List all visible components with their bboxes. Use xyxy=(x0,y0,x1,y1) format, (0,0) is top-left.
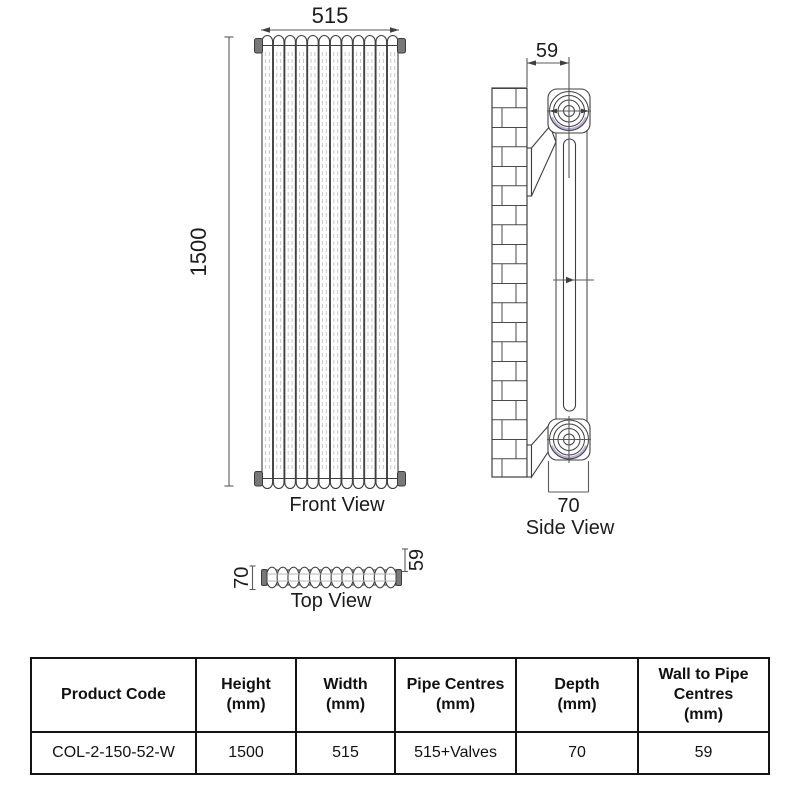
cell-depth: 70 xyxy=(516,732,638,774)
table-row xyxy=(31,732,769,774)
front-height-dim-label: 1500 xyxy=(186,227,211,277)
side-view-label: Side View xyxy=(525,517,615,539)
side-view xyxy=(492,40,615,539)
side-depth-dimension xyxy=(549,461,589,517)
col-header-pipe-centres xyxy=(395,658,516,732)
side-depth-dim-label: 70 xyxy=(557,495,580,517)
header-label: Product Code xyxy=(61,686,166,703)
front-view xyxy=(186,3,406,516)
header-label: Depth xyxy=(554,676,600,693)
cell-wall-to-pipe-centres: 59 xyxy=(638,732,769,774)
top-wall-to-pipe-dimension xyxy=(402,549,428,572)
table-header-row xyxy=(31,658,769,732)
header-unit: (mm) xyxy=(226,696,266,713)
header-unit: (mm) xyxy=(683,706,724,723)
front-height-dimension xyxy=(186,37,234,486)
header-unit: (mm) xyxy=(557,696,597,713)
cell-product-code: COL-2-150-52-W xyxy=(31,732,196,774)
header-label: Wall to Pipe Centres xyxy=(658,666,749,703)
cell-pipe-centres: 515+Valves xyxy=(395,732,516,774)
col-header-wall-to-pipe-centres xyxy=(638,658,769,732)
col-header-width xyxy=(296,658,395,732)
col-header-product-code xyxy=(31,658,196,732)
wall-bracket-top xyxy=(527,126,556,196)
header-unit: (mm) xyxy=(325,696,366,713)
side-wall-to-pipe-dimension xyxy=(527,40,569,87)
header-label: Width xyxy=(323,676,368,693)
header-label: Pipe Centres xyxy=(406,676,505,693)
cell-height: 1500 xyxy=(196,732,296,774)
radiator-side-profile xyxy=(547,57,594,463)
wall-section xyxy=(492,88,527,477)
front-width-dimension xyxy=(261,3,399,33)
col-header-depth xyxy=(516,658,638,732)
col-header-height xyxy=(196,658,296,732)
top-wall-to-pipe-dim-label: 59 xyxy=(406,548,428,572)
front-view-label: Front View xyxy=(289,494,385,516)
top-view xyxy=(231,549,428,612)
top-view-label: Top View xyxy=(290,590,372,612)
front-width-dim-label: 515 xyxy=(311,3,349,28)
top-depth-dimension xyxy=(231,566,255,590)
header-unit: (mm) xyxy=(435,696,476,713)
header-label: Height xyxy=(221,676,271,693)
cell-width: 515 xyxy=(296,732,395,774)
top-depth-dim-label: 70 xyxy=(231,566,254,589)
side-wall-to-pipe-dim-label: 59 xyxy=(535,40,559,62)
spec-table xyxy=(30,657,770,775)
